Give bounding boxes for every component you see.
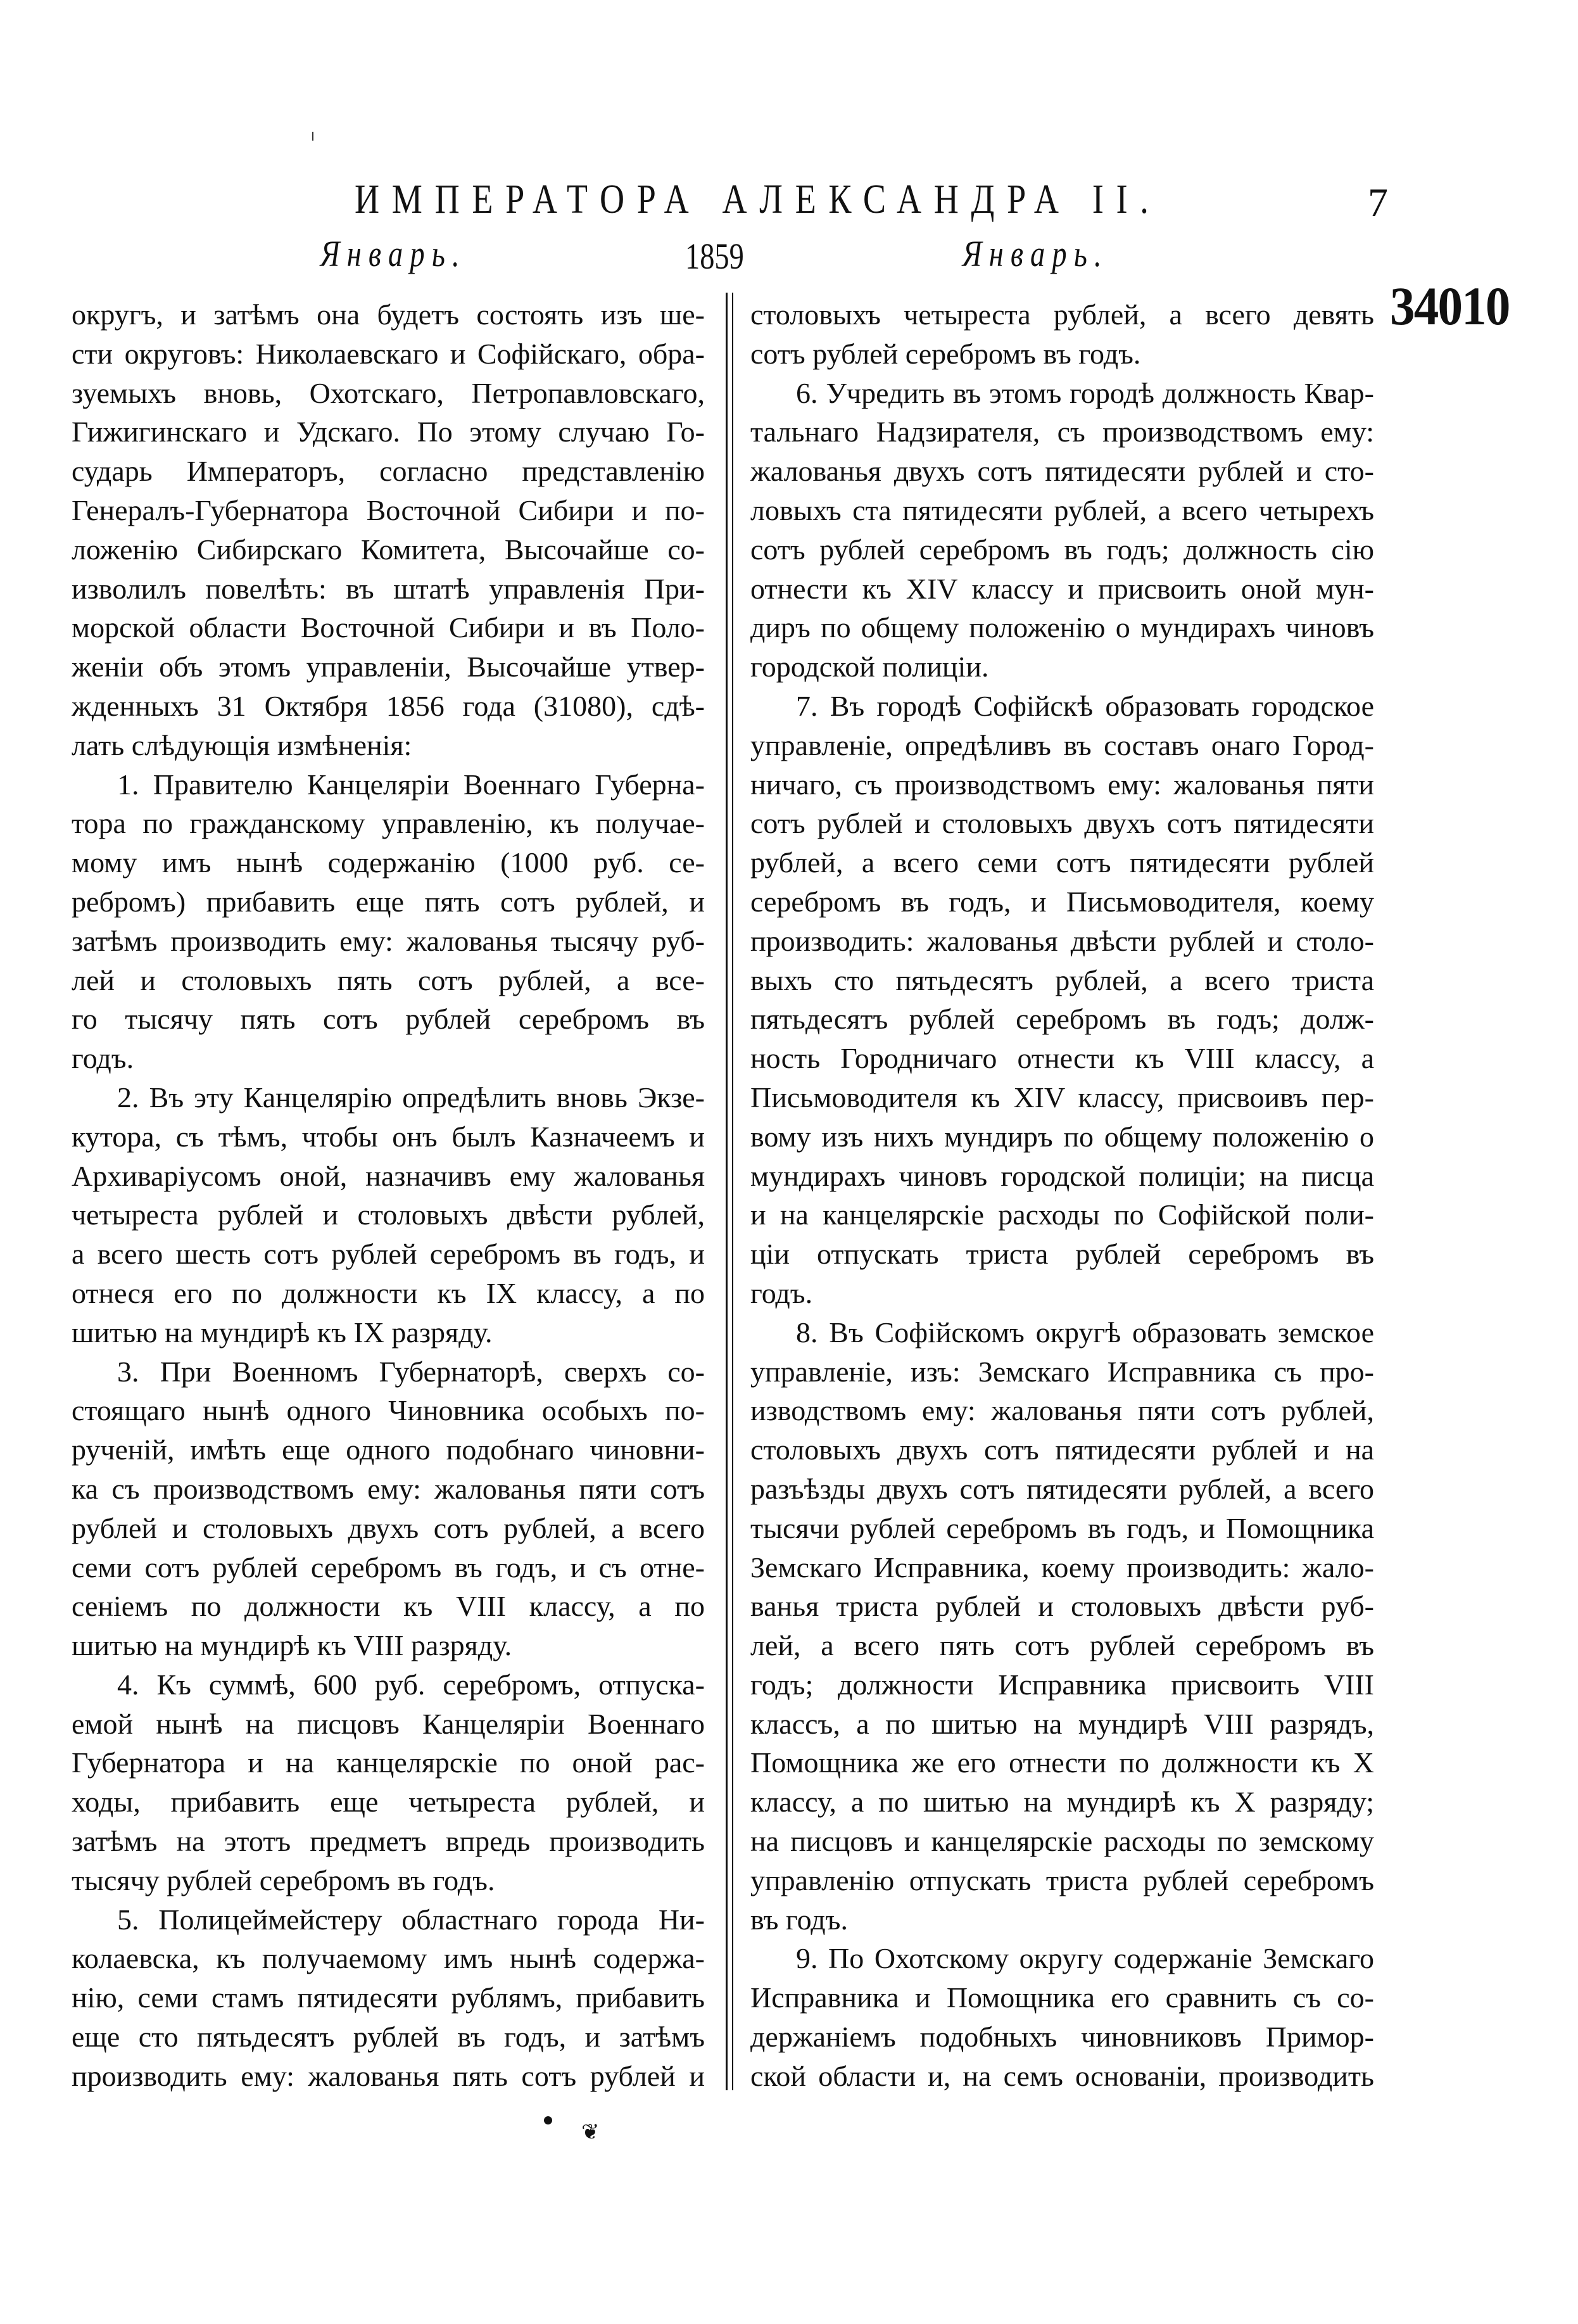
text-line: на писцовъ и канцелярскіе расходы по земскому: [750, 1825, 1374, 1858]
text-line: ской области и, на семъ основаніи, производить: [750, 2059, 1374, 2092]
month-right: Январь.: [963, 233, 1109, 274]
text-line: колаевска, къ получаемому имъ нынѣ содержа-: [72, 1942, 705, 1975]
text-line: управленіе, опредѣливъ въ составъ онаго Город-: [750, 728, 1374, 761]
text-line: классъ, а по шитью на мундирѣ VIII разрядъ,: [750, 1707, 1374, 1740]
left-column: [72, 295, 705, 2096]
text-line: 9. По Охотскому округу содержаніе Земскаго: [796, 1942, 1374, 1975]
text-line: ціи отпускать триста рублей серебромъ въ: [750, 1238, 1374, 1271]
text-line: ка съ производствомъ ему: жалованья пяти сотъ: [72, 1472, 705, 1505]
text-line: шитью на мундирѣ къ IX разряду.: [72, 1316, 493, 1349]
law-number-margin: 34010: [1390, 276, 1510, 336]
text-line: сотъ рублей серебромъ въ годъ.: [750, 337, 1141, 370]
text-line: пятьдесятъ рублей серебромъ въ годъ; долж-: [750, 1003, 1374, 1036]
text-line: Гижигинскаго и Удскаго. По этому случаю Го-: [72, 416, 705, 448]
text-line: тальнаго Надзирателя, съ производствомъ ему:: [750, 416, 1374, 448]
text-line: держаніемъ подобныхъ чиновниковъ Примор-: [750, 2021, 1374, 2054]
text-line: округъ, и затѣмъ она будетъ состоять изъ ше-: [72, 298, 705, 331]
text-line: 5. Полицеймейстеру областнаго города Ни-: [117, 1903, 705, 1936]
text-line: сотъ рублей серебромъ въ годъ; должность сію: [750, 533, 1374, 566]
text-line: ребромъ) прибавить еще пять сотъ рублей, и: [72, 885, 705, 918]
text-line: шитью на мундирѣ къ VIII разряду.: [72, 1629, 512, 1662]
text-line: городской полиціи.: [750, 651, 989, 683]
text-line: тысячи рублей серебромъ въ годъ, и Помощника: [750, 1511, 1374, 1544]
text-line: стоящаго нынѣ одного Чиновника особыхъ по-: [72, 1394, 705, 1427]
text-line: отнеся его по должности къ IX классу, а по: [72, 1276, 705, 1309]
text-line: лать слѣдующія измѣненія:: [72, 728, 412, 761]
page-number: 7: [1368, 180, 1388, 225]
text-line: ность Городничаго отнести къ VIII классу, а: [750, 1042, 1374, 1075]
text-line: рученій, имѣть еще одного подобнаго чиновни-: [72, 1433, 705, 1466]
text-line: затѣмъ производить ему: жалованья тысячу руб-: [72, 924, 705, 957]
text-line: нію, семи стамъ пятидесяти рублямъ, прибавить: [72, 1981, 705, 2014]
text-line: сотъ рублей и столовыхъ двухъ сотъ пятидесяти: [750, 807, 1374, 840]
text-line: изводствомъ ему: жалованья пяти сотъ рублей,: [750, 1394, 1374, 1427]
text-line: 8. Въ Софійскомъ округѣ образовать земское: [796, 1316, 1374, 1349]
text-line: а всего шесть сотъ рублей серебромъ въ годъ, и: [72, 1238, 705, 1271]
text-line: рублей, а всего семи сотъ пятидесяти рублей: [750, 846, 1374, 879]
text-line: годъ.: [750, 1276, 813, 1309]
text-line: 3. При Военномъ Губернаторѣ, сверхъ со-: [117, 1355, 705, 1388]
text-line: годъ; должности Исправника присвоить VIII: [750, 1668, 1374, 1701]
text-line: мому имъ нынѣ содержанію (1000 руб. се-: [72, 846, 705, 879]
text-line: производить: жалованья двѣсти рублей и столо-: [750, 924, 1374, 957]
text-line: четыреста рублей и столовыхъ двѣсти рублей,: [72, 1198, 705, 1231]
text-line: производить ему: жалованья пять сотъ рублей и: [72, 2059, 705, 2092]
text-line: тора по гражданскому управленію, къ получае-: [72, 807, 705, 840]
text-line: сеніемъ по должности къ VIII классу, а по: [72, 1590, 705, 1623]
text-line: Исправника и Помощника его сравнить съ со-: [750, 1981, 1374, 2014]
text-line: Архиваріусомъ оной, назначивъ ему жалованья: [72, 1159, 705, 1192]
text-line: серебромъ въ годъ, и Письмоводителя, коему: [750, 885, 1374, 918]
text-line: ложенію Сибирскаго Комитета, Высочайше со-: [72, 533, 705, 566]
text-line: тысячу рублей серебромъ въ годъ.: [72, 1864, 495, 1896]
running-title: ИМПЕРАТОРА АЛЕКСАНДРА II.: [355, 176, 1161, 222]
text-line: выхъ сто пятьдесятъ рублей, а всего триста: [750, 963, 1374, 996]
year: 1859: [685, 236, 744, 277]
text-line: Письмоводителя къ XIV классу, присвоивъ пер-: [750, 1081, 1374, 1114]
text-line: изволилъ повелѣть: въ штатѣ управленія При-: [72, 572, 705, 605]
month-left: Январь.: [320, 233, 467, 274]
text-line: лей, а всего пять сотъ рублей серебромъ въ: [750, 1629, 1374, 1662]
right-column: [750, 295, 1374, 2096]
text-line: ничаго, съ производствомъ ему: жалованья пяти: [750, 768, 1374, 801]
text-line: 1. Правителю Канцеляріи Военнаго Губерна-: [117, 768, 705, 801]
text-line: семи сотъ рублей серебромъ въ годъ, и съ отне-: [72, 1551, 705, 1584]
text-line: кутора, съ тѣмъ, чтобы онъ былъ Казначеемъ и: [72, 1120, 705, 1153]
text-line: еще сто пятьдесятъ рублей въ годъ, и затѣмъ: [72, 2021, 705, 2054]
text-line: Губернатора и на канцелярскіе по оной рас-: [72, 1746, 705, 1779]
text-line: столовыхъ двухъ сотъ пятидесяти рублей и на: [750, 1433, 1374, 1466]
text-line: зуемыхъ вновь, Охотскаго, Петропавловскаго,: [72, 376, 705, 409]
text-line: го тысячу пять сотъ рублей серебромъ въ: [72, 1003, 705, 1036]
text-line: мундирахъ чиновъ городской полиціи; на писца: [750, 1159, 1374, 1192]
text-line: ходы, прибавить еще четыреста рублей, и: [72, 1786, 705, 1819]
text-line: 4. Къ суммѣ, 600 руб. серебромъ, отпуска-: [117, 1668, 705, 1701]
text-line: жалованья двухъ сотъ пятидесяти рублей и сто-: [750, 455, 1374, 488]
text-line: ванья триста рублей и столовыхъ двѣсти руб-: [750, 1590, 1374, 1623]
text-line: морской области Восточной Сибири и въ Поло-: [72, 611, 705, 644]
column-divider: [726, 293, 728, 2090]
text-line: вому изъ нихъ мундиръ по общему положенію о: [750, 1120, 1374, 1153]
text-line: 2. Въ эту Канцелярію опредѣлить вновь Экзе-: [117, 1081, 705, 1114]
text-line: 6. Учредить въ этомъ городѣ должность Квар-: [796, 376, 1374, 409]
text-line: жденныхъ 31 Октября 1856 года (31080), сдѣ-: [72, 689, 705, 722]
text-line: сударь Императоръ, согласно представленію: [72, 455, 705, 488]
text-line: диръ по общему положенію о мундирахъ чиновъ: [750, 611, 1374, 644]
text-line: емой нынѣ на писцовъ Канцеляріи Военнаго: [72, 1707, 705, 1740]
text-line: лей и столовыхъ пять сотъ рублей, а все-: [72, 963, 705, 996]
text-line: управленіе, изъ: Земскаго Исправника съ про-: [750, 1355, 1374, 1388]
text-line: годъ.: [72, 1042, 134, 1075]
text-line: отнести къ XIV классу и присвоить оной мун-: [750, 572, 1374, 605]
text-line: управленію отпускать триста рублей серебромъ: [750, 1864, 1374, 1896]
text-line: ловыхъ ста пятидесяти рублей, а всего четырехъ: [750, 493, 1374, 526]
text-line: рублей и столовыхъ двухъ сотъ рублей, а всего: [72, 1511, 705, 1544]
footer-dot: [544, 2116, 552, 2124]
text-line: Земскаго Исправника, коему производить: жало-: [750, 1551, 1374, 1584]
text-line: и на канцелярскіе расходы по Софійской поли-: [750, 1198, 1374, 1231]
text-line: столовыхъ четыреста рублей, а всего девять: [750, 298, 1374, 331]
text-line: 7. Въ городѣ Софійскѣ образовать городское: [796, 689, 1374, 722]
text-line: Генералъ-Губернатора Восточной Сибири и по-: [72, 493, 705, 526]
print-speck: [312, 132, 313, 141]
text-line: разъѣзды двухъ сотъ пятидесяти рублей, а всего: [750, 1472, 1374, 1505]
text-line: классу, а по шитью на мундирѣ къ X разряду;: [750, 1786, 1374, 1819]
text-line: женіи объ этомъ управленіи, Высочайше утвер-: [72, 651, 705, 683]
text-line: сти округовъ: Николаевскаго и Софійскаго, обра-: [72, 337, 705, 370]
footer-ornament-icon: ❦: [581, 2121, 600, 2144]
text-line: Помощника же его отнести по должности къ X: [750, 1746, 1374, 1779]
column-divider-inner: [732, 293, 733, 2090]
text-line: въ годъ.: [750, 1903, 848, 1936]
text-line: затѣмъ на этотъ предметъ впредь производить: [72, 1825, 705, 1858]
